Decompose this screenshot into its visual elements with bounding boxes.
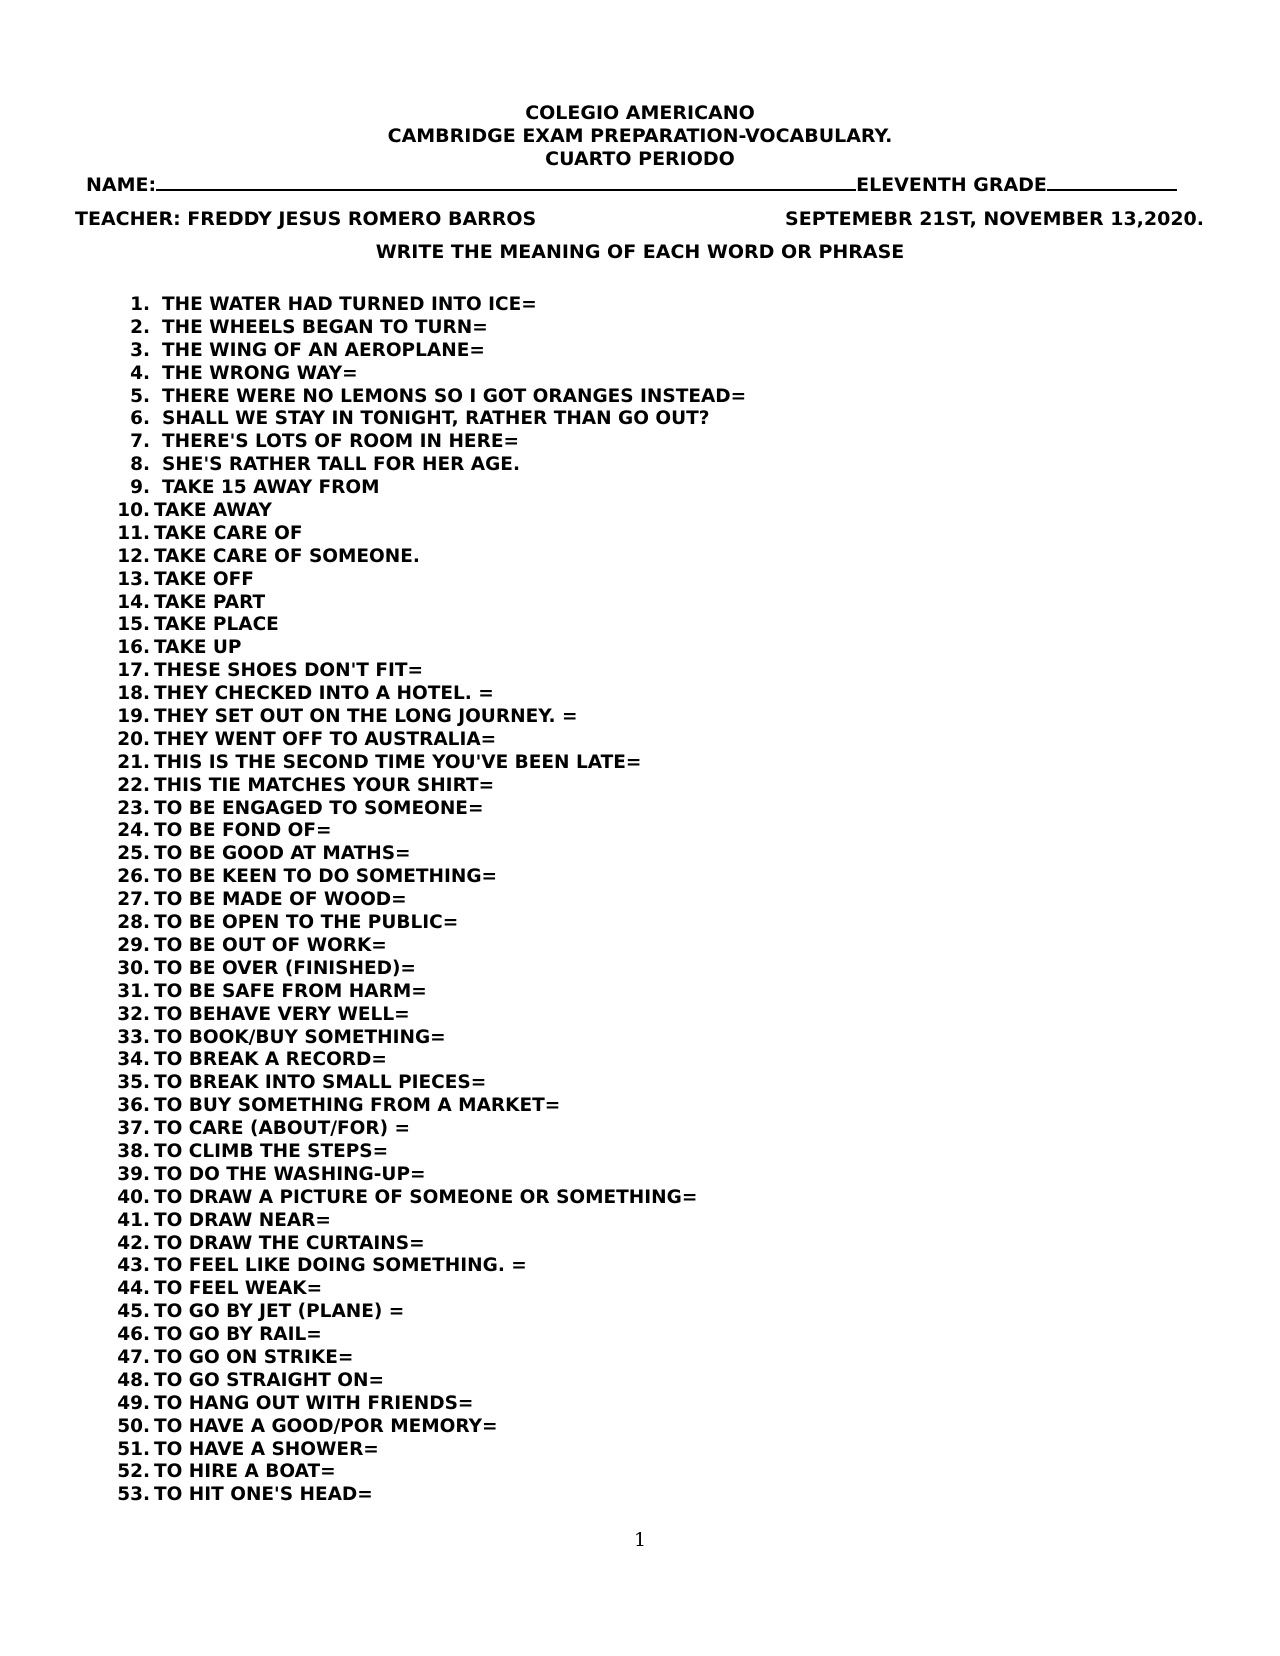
item-number: 21.	[117, 751, 150, 773]
list-item	[112, 1439, 746, 1462]
list-item	[112, 317, 746, 340]
item-number: 15.	[117, 614, 150, 636]
item-text: THEY SET OUT ON THE LONG JOURNEY. =	[154, 706, 578, 728]
item-number: 27.	[117, 889, 150, 911]
item-text: THE WRONG WAY=	[162, 362, 358, 384]
list-item	[112, 1278, 746, 1301]
list-item	[112, 1484, 746, 1507]
item-number: 39.	[117, 1163, 150, 1185]
item-text: TO DRAW NEAR=	[154, 1209, 331, 1231]
item-text: THEY CHECKED INTO A HOTEL. =	[154, 683, 494, 705]
item-number: 10.	[117, 500, 150, 522]
item-number: 25.	[117, 843, 150, 865]
list-item	[112, 1233, 746, 1256]
item-text: TO DRAW A PICTURE OF SOMEONE OR SOMETHING=	[154, 1186, 698, 1208]
item-number: 16.	[117, 637, 150, 659]
list-item	[112, 1004, 746, 1027]
item-text: TAKE PART	[154, 591, 266, 613]
list-item	[112, 386, 746, 409]
item-text: TO DO THE WASHING-UP=	[154, 1163, 426, 1185]
list-item	[112, 1187, 746, 1210]
list-item	[112, 1118, 746, 1141]
list-item	[112, 1095, 746, 1118]
item-number: 49.	[117, 1392, 150, 1414]
item-text: TO CLIMB THE STEPS=	[154, 1140, 389, 1162]
item-text: TAKE AWAY	[154, 500, 272, 522]
item-number: 2.	[130, 316, 150, 338]
item-text: THERE WERE NO LEMONS SO I GOT ORANGES INSTEAD=	[162, 385, 747, 407]
item-number: 1.	[130, 294, 150, 315]
period-title: CUARTO PERIODO	[545, 148, 735, 170]
list-item	[112, 1049, 746, 1072]
item-number: 7.	[130, 431, 150, 453]
list-item	[112, 340, 746, 363]
item-number: 3.	[130, 339, 150, 361]
instruction: WRITE THE MEANING OF EACH WORD OR PHRASE	[375, 241, 905, 263]
item-number: 48.	[117, 1369, 150, 1391]
item-text: TO BREAK INTO SMALL PIECES=	[154, 1072, 487, 1094]
list-item	[112, 523, 746, 546]
name-grade-row	[86, 171, 1177, 197]
list-item	[112, 706, 746, 729]
item-text: TO HIT ONE'S HEAD=	[154, 1484, 373, 1506]
list-item	[112, 614, 746, 637]
list-item	[112, 1141, 746, 1164]
list-item	[112, 1324, 746, 1347]
item-text: TO BE KEEN TO DO SOMETHING=	[154, 866, 498, 888]
list-item	[112, 1255, 746, 1278]
list-item	[112, 1210, 746, 1233]
item-text: TO BE ENGAGED TO SOMEONE=	[154, 797, 484, 819]
item-number: 36.	[117, 1095, 150, 1117]
item-text: TO BREAK A RECORD=	[154, 1049, 387, 1071]
item-number: 37.	[117, 1118, 150, 1140]
item-text: TAKE CARE OF SOMEONE.	[154, 545, 420, 567]
item-number: 44.	[117, 1278, 150, 1300]
item-number: 23.	[117, 797, 150, 819]
item-text: TO FEEL WEAK=	[154, 1278, 323, 1300]
list-item	[112, 1164, 746, 1187]
date-line: SEPTEMEBR 21ST, NOVEMBER 13,2020.	[785, 208, 1204, 230]
item-text: TO GO ON STRIKE=	[154, 1346, 354, 1368]
item-text: TO HAVE A SHOWER=	[154, 1438, 379, 1460]
item-number: 18.	[117, 683, 150, 705]
list-item	[112, 866, 746, 889]
list-item	[112, 1416, 746, 1439]
list-item	[112, 1301, 746, 1324]
item-text: SHE'S RATHER TALL FOR HER AGE.	[162, 454, 520, 476]
list-item	[112, 1072, 746, 1095]
list-item	[112, 408, 746, 431]
list-item	[112, 775, 746, 798]
item-text: TO BE SAFE FROM HARM=	[154, 980, 427, 1002]
item-text: TO GO BY RAIL=	[154, 1324, 322, 1346]
list-item	[112, 820, 746, 843]
item-number: 35.	[117, 1072, 150, 1094]
list-item	[112, 729, 746, 752]
item-text: TO BOOK/BUY SOMETHING=	[154, 1026, 446, 1048]
item-number: 13.	[117, 568, 150, 590]
school-title: COLEGIO AMERICANO	[525, 102, 755, 124]
item-number: 32.	[117, 1003, 150, 1025]
vocabulary-list	[112, 294, 746, 1507]
item-number: 34.	[117, 1049, 150, 1071]
list-item	[112, 1370, 746, 1393]
item-text: TO BE OUT OF WORK=	[154, 934, 387, 956]
list-item	[112, 889, 746, 912]
item-number: 51.	[117, 1438, 150, 1460]
list-item	[112, 981, 746, 1004]
list-item	[112, 1347, 746, 1370]
list-item	[112, 1461, 746, 1484]
item-number: 19.	[117, 706, 150, 728]
item-number: 29.	[117, 934, 150, 956]
item-number: 45.	[117, 1301, 150, 1323]
item-number: 46.	[117, 1324, 150, 1346]
item-text: TO GO STRAIGHT ON=	[154, 1369, 384, 1391]
item-number: 17.	[117, 660, 150, 682]
item-number: 20.	[117, 728, 150, 750]
item-text: TO BE MADE OF WOOD=	[154, 889, 407, 911]
list-item	[112, 1027, 746, 1050]
item-number: 4.	[130, 362, 150, 384]
item-number: 22.	[117, 774, 150, 796]
list-item	[112, 912, 746, 935]
item-number: 40.	[117, 1186, 150, 1208]
list-item	[112, 683, 746, 706]
list-item	[112, 637, 746, 660]
item-number: 12.	[117, 545, 150, 567]
item-number: 6.	[130, 408, 150, 430]
list-item	[112, 592, 746, 615]
document-subject: CAMBRIDGE EXAM PREPARATION-VOCABULARY.	[387, 125, 893, 147]
item-text: TAKE PLACE	[154, 614, 279, 636]
item-text: THE WING OF AN AEROPLANE=	[162, 339, 485, 361]
item-number: 9.	[130, 477, 150, 499]
list-item	[112, 958, 746, 981]
item-text: TAKE 15 AWAY FROM	[162, 477, 380, 499]
list-item	[112, 477, 746, 500]
name-blank	[156, 171, 856, 191]
list-item	[112, 431, 746, 454]
list-item	[112, 454, 746, 477]
item-text: TO BE OVER (FINISHED)=	[154, 957, 416, 979]
item-text: TAKE CARE OF	[154, 522, 303, 544]
item-number: 8.	[130, 454, 150, 476]
item-number: 42.	[117, 1232, 150, 1254]
item-number: 50.	[117, 1415, 150, 1437]
item-text: THIS IS THE SECOND TIME YOU'VE BEEN LATE=	[154, 751, 642, 773]
item-text: TO HAVE A GOOD/POR MEMORY=	[154, 1415, 498, 1437]
item-number: 31.	[117, 980, 150, 1002]
item-text: TO BE OPEN TO THE PUBLIC=	[154, 912, 459, 934]
grade-blank	[1047, 171, 1177, 191]
item-text: TO BUY SOMETHING FROM A MARKET=	[154, 1095, 561, 1117]
item-text: TO DRAW THE CURTAINS=	[154, 1232, 425, 1254]
item-number: 52.	[117, 1461, 150, 1483]
item-text: TO HIRE A BOAT=	[154, 1461, 336, 1483]
item-number: 26.	[117, 866, 150, 888]
list-item	[112, 546, 746, 569]
item-text: THESE SHOES DON'T FIT=	[154, 660, 424, 682]
list-item	[112, 935, 746, 958]
item-text: THE WATER HAD TURNED INTO ICE=	[162, 294, 537, 315]
name-label: NAME:	[86, 174, 157, 196]
item-text: TAKE UP	[154, 637, 242, 659]
list-item	[112, 569, 746, 592]
item-text: TO BE GOOD AT MATHS=	[154, 843, 411, 865]
list-item	[112, 294, 746, 317]
list-item	[112, 843, 746, 866]
list-item	[112, 1393, 746, 1416]
teacher-line: TEACHER: FREDDY JESUS ROMERO BARROS	[75, 208, 537, 230]
page-number: 1	[633, 1529, 647, 1551]
list-item	[112, 798, 746, 821]
item-number: 14.	[117, 591, 150, 613]
grade-label: ELEVENTH GRADE	[856, 174, 1047, 196]
item-number: 11.	[117, 522, 150, 544]
item-number: 47.	[117, 1346, 150, 1368]
list-item	[112, 660, 746, 683]
list-item	[112, 752, 746, 775]
item-text: THERE'S LOTS OF ROOM IN HERE=	[162, 431, 519, 453]
item-number: 43.	[117, 1255, 150, 1277]
item-number: 28.	[117, 912, 150, 934]
item-number: 30.	[117, 957, 150, 979]
list-item	[112, 363, 746, 386]
item-text: SHALL WE STAY IN TONIGHT, RATHER THAN GO OUT?	[162, 408, 710, 430]
item-number: 41.	[117, 1209, 150, 1231]
item-number: 24.	[117, 820, 150, 842]
item-number: 53.	[117, 1484, 150, 1506]
item-text: TO HANG OUT WITH FRIENDS=	[154, 1392, 474, 1414]
item-text: TO FEEL LIKE DOING SOMETHING. =	[154, 1255, 527, 1277]
item-number: 33.	[117, 1026, 150, 1048]
item-text: TO CARE (ABOUT/FOR) =	[154, 1118, 411, 1140]
item-text: TO GO BY JET (PLANE) =	[154, 1301, 405, 1323]
item-text: TO BEHAVE VERY WELL=	[154, 1003, 410, 1025]
list-item	[112, 500, 746, 523]
item-text: THEY WENT OFF TO AUSTRALIA=	[154, 728, 497, 750]
item-number: 38.	[117, 1140, 150, 1162]
item-text: THE WHEELS BEGAN TO TURN=	[162, 316, 488, 338]
item-text: TO BE FOND OF=	[154, 820, 332, 842]
item-number: 5.	[130, 385, 150, 407]
item-text: TAKE OFF	[154, 568, 254, 590]
item-text: THIS TIE MATCHES YOUR SHIRT=	[154, 774, 495, 796]
